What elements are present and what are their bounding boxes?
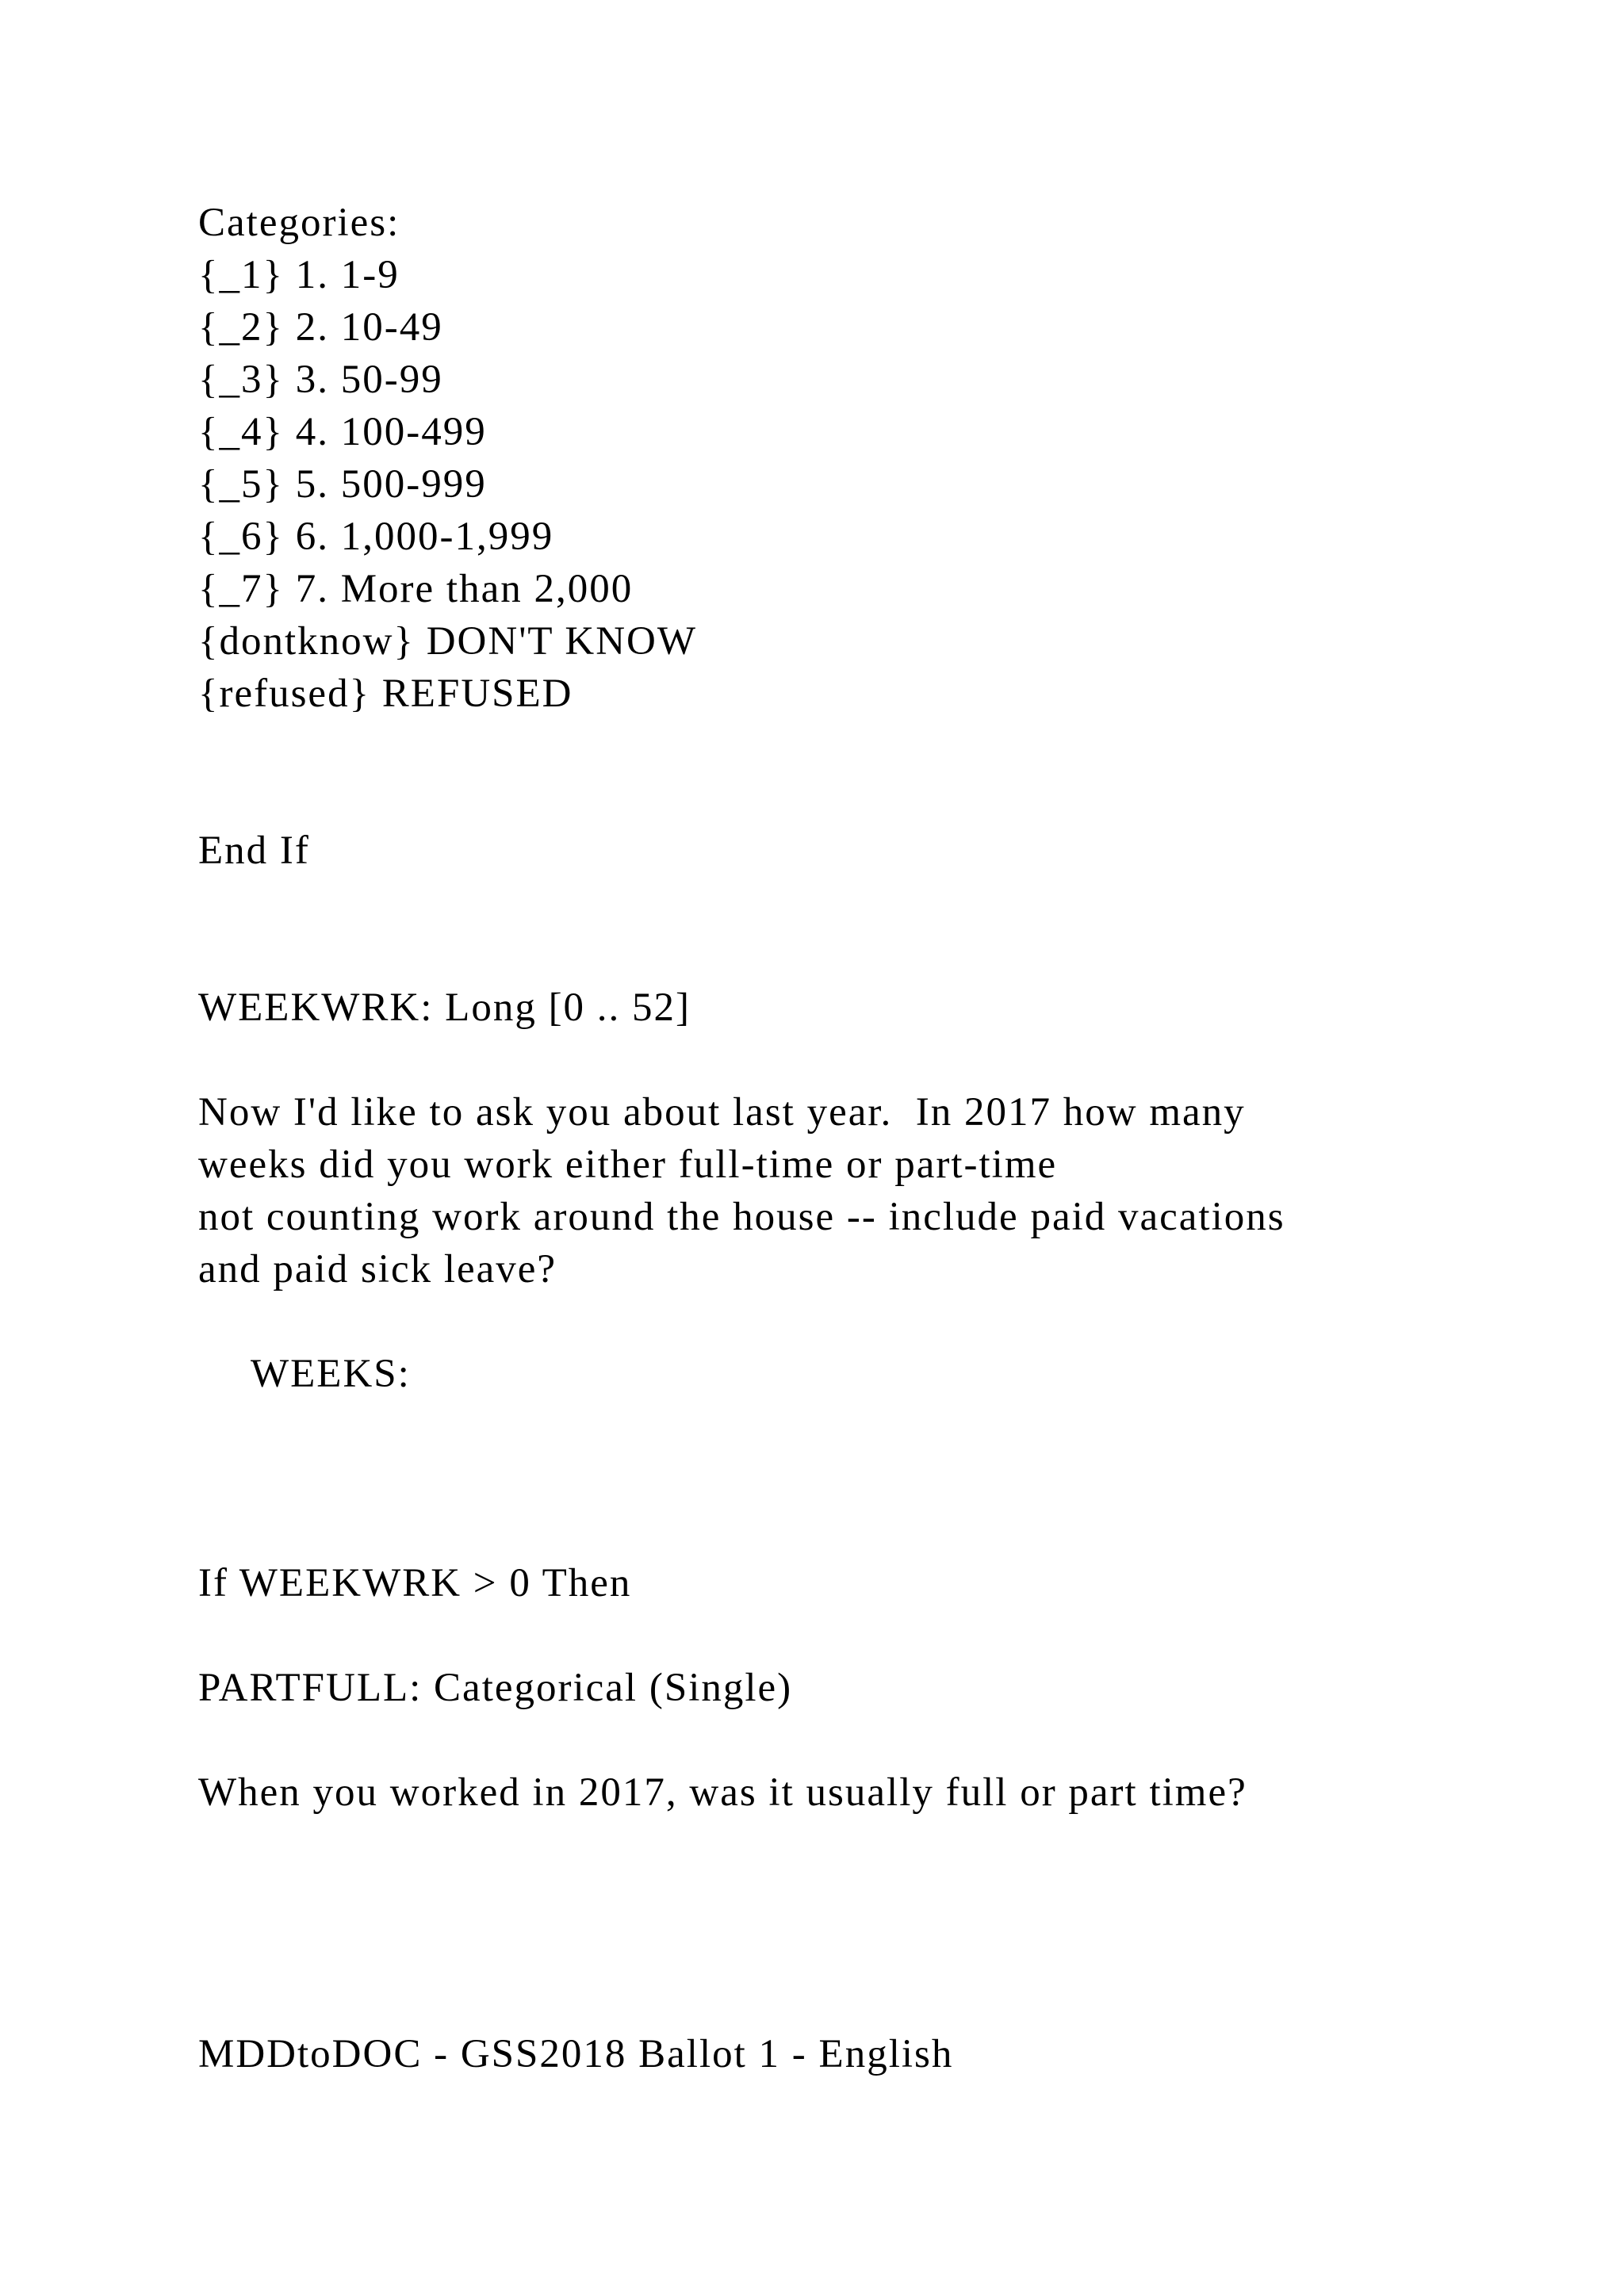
- category-item-refused: {refused} REFUSED: [198, 672, 573, 716]
- weekwrk-question-line-4: and paid sick leave?: [198, 1247, 557, 1292]
- document-footer: MDDtoDOC - GSS2018 Ballot 1 - English: [198, 2032, 954, 2076]
- category-item-6: {_6} 6. 1,000-1,999: [198, 515, 554, 559]
- end-if-statement: End If: [198, 828, 310, 873]
- category-item-4: {_4} 4. 100-499: [198, 410, 487, 454]
- category-item-5: {_5} 5. 500-999: [198, 462, 487, 507]
- category-item-1: {_1} 1. 1-9: [198, 253, 400, 297]
- partfull-question: When you worked in 2017, was it usually full or part time?: [198, 1770, 1247, 1815]
- weekwrk-question-line-1: Now I'd like to ask you about last year. In 2017 how many: [198, 1090, 1246, 1135]
- weekwrk-definition: WEEKWRK: Long [0 .. 52]: [198, 985, 691, 1030]
- weekwrk-question-line-3: not counting work around the house -- include paid vacations: [198, 1195, 1285, 1239]
- category-item-7: {_7} 7. More than 2,000: [198, 567, 634, 611]
- category-item-dontknow: {dontknow} DON'T KNOW: [198, 619, 697, 664]
- partfull-definition: PARTFULL: Categorical (Single): [198, 1666, 793, 1710]
- weekwrk-question-line-2: weeks did you work either full-time or part-time: [198, 1142, 1058, 1187]
- category-item-2: {_2} 2. 10-49: [198, 305, 443, 350]
- weekwrk-condition: If WEEKWRK > 0 Then: [198, 1561, 632, 1605]
- weeks-prompt: WEEKS:: [251, 1352, 411, 1396]
- category-item-3: {_3} 3. 50-99: [198, 358, 443, 402]
- categories-heading: Categories:: [198, 201, 400, 245]
